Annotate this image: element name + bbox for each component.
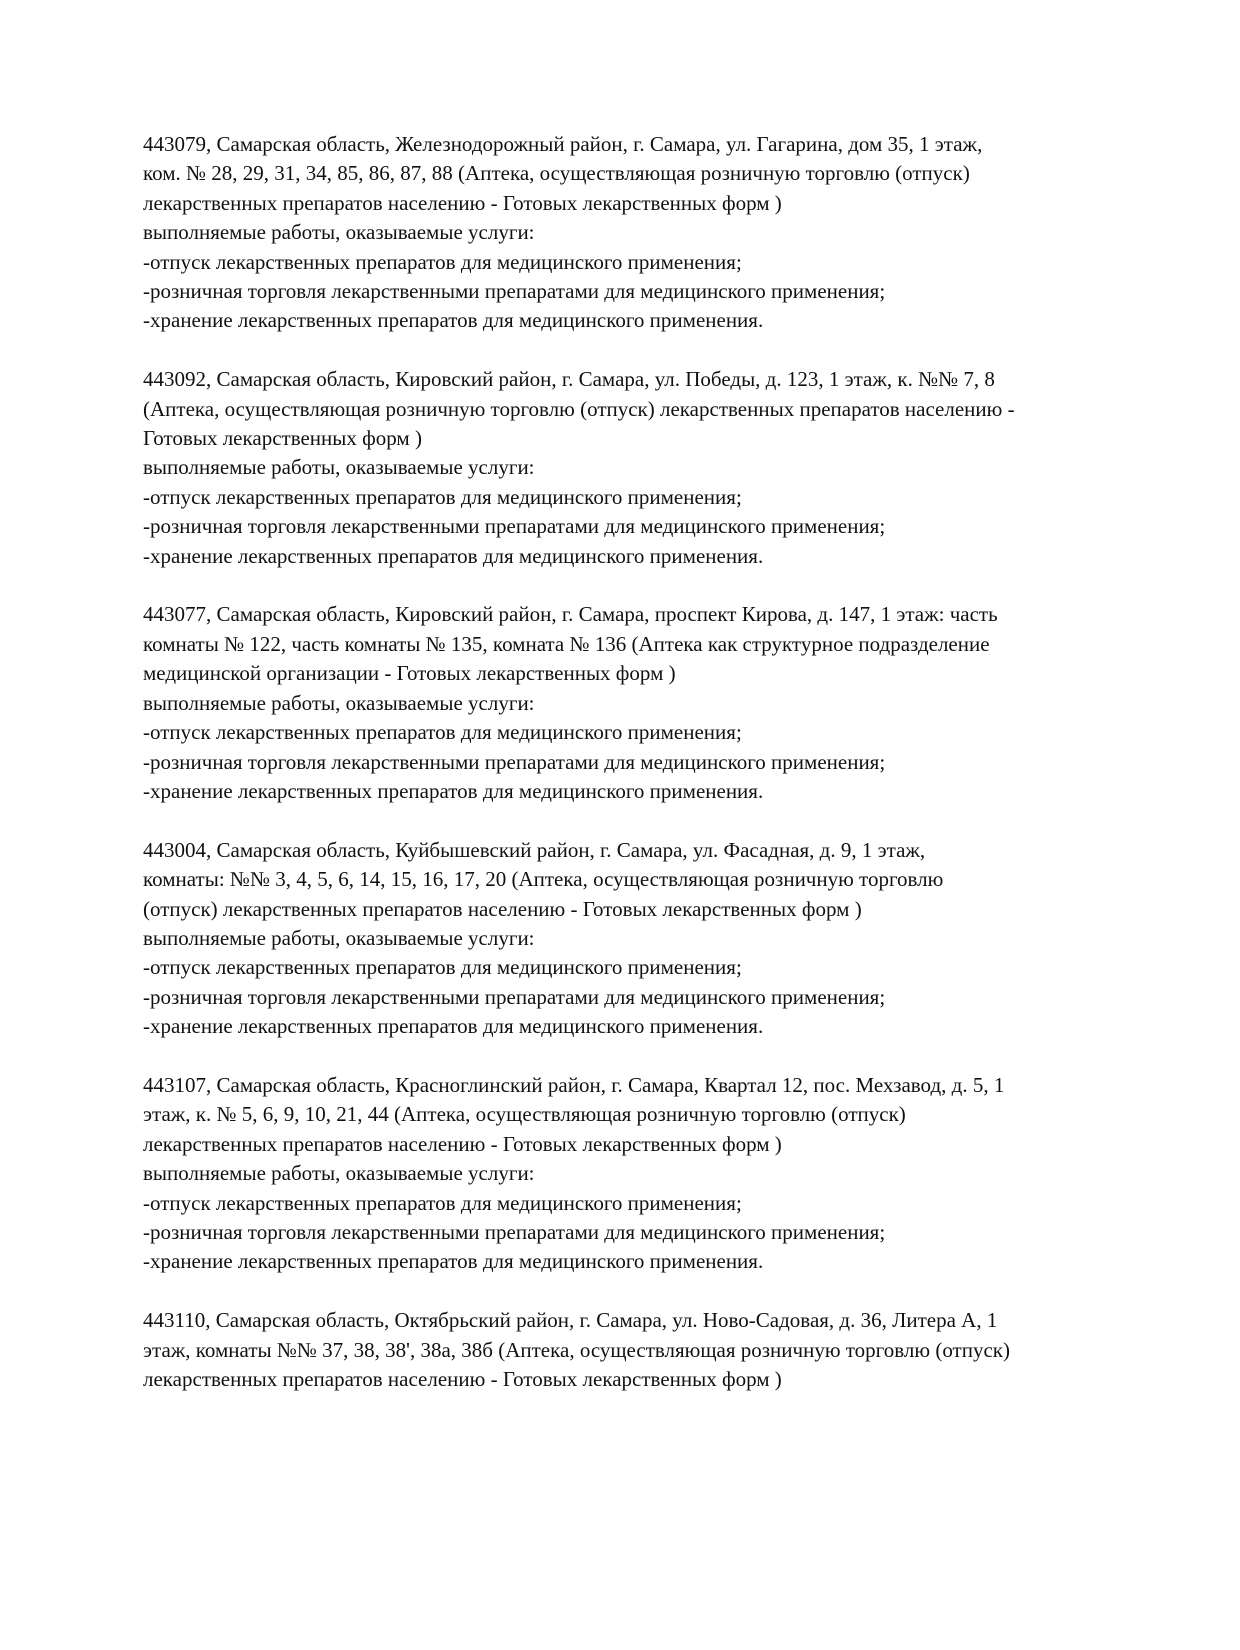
- entry-address-line: лекарственных препаратов населению - Готовых лекарственных форм ): [143, 1366, 782, 1391]
- service-item: -отпуск лекарственных препаратов для медицинского применения;: [143, 955, 742, 980]
- services-heading: выполняемые работы, оказываемые услуги:: [143, 690, 535, 715]
- entry-address-line: этаж, к. № 5, 6, 9, 10, 21, 44 (Аптека, осуществляющая розничную торговлю (отпуск): [143, 1102, 906, 1127]
- pharmacy-entry-6: [143, 1306, 1163, 1394]
- entry-address-line: (отпуск) лекарственных препаратов населению - Готовых лекарственных форм ): [143, 896, 862, 921]
- service-item: -хранение лекарственных препаратов для медицинского применения.: [143, 543, 764, 568]
- service-item: -розничная торговля лекарственными препаратами для медицинского применения;: [143, 984, 886, 1009]
- entry-address-line: комнаты: №№ 3, 4, 5, 6, 14, 15, 16, 17, 20 (Аптека, осуществляющая розничную торговлю: [143, 867, 944, 892]
- entry-address-line: (Аптека, осуществляющая розничную торговлю (отпуск) лекарственных препаратов населению -: [143, 396, 1015, 421]
- service-item: -хранение лекарственных препаратов для медицинского применения.: [143, 1249, 764, 1274]
- service-item: -хранение лекарственных препаратов для медицинского применения.: [143, 1014, 764, 1039]
- entry-address-line: комнаты № 122, часть комнаты № 135, комната № 136 (Аптека как структурное подразделение: [143, 631, 990, 656]
- service-item: -хранение лекарственных препаратов для медицинского применения.: [143, 308, 764, 333]
- entry-address-line: 443079, Самарская область, Железнодорожный район, г. Самара, ул. Гагарина, дом 35, 1 этаж,: [143, 132, 983, 156]
- service-item: -розничная торговля лекарственными препаратами для медицинского применения;: [143, 279, 886, 304]
- service-item: -розничная торговля лекарственными препаратами для медицинского применения;: [143, 1219, 886, 1244]
- services-heading: выполняемые работы, оказываемые услуги:: [143, 455, 535, 480]
- pharmacy-entry-5: [143, 1071, 1163, 1277]
- entry-address-line: 443077, Самарская область, Кировский район, г. Самара, проспект Кирова, д. 147, 1 этаж: часть: [143, 602, 998, 627]
- entry-address-line: ком. № 28, 29, 31, 34, 85, 86, 87, 88 (Аптека, осуществляющая розничную торговлю (отпуск): [143, 161, 970, 186]
- service-item: -розничная торговля лекарственными препаратами для медицинского применения;: [143, 749, 886, 774]
- services-heading: выполняемые работы, оказываемые услуги:: [143, 1161, 535, 1186]
- entry-address-line: 443110, Самарская область, Октябрьский район, г. Самара, ул. Ново-Садовая, д. 36, Литера А, 1: [143, 1308, 998, 1333]
- service-item: -розничная торговля лекарственными препаратами для медицинского применения;: [143, 514, 886, 539]
- service-item: -отпуск лекарственных препаратов для медицинского применения;: [143, 484, 742, 509]
- entry-address-line: 443107, Самарская область, Красноглинский район, г. Самара, Квартал 12, пос. Мехзавод, д. 5, 1: [143, 1072, 1005, 1097]
- service-item: -отпуск лекарственных препаратов для медицинского применения;: [143, 1190, 742, 1215]
- pharmacy-entry-3: [143, 600, 1163, 806]
- entry-address-line: 443092, Самарская область, Кировский район, г. Самара, ул. Победы, д. 123, 1 этаж, к. №№ 7, 8: [143, 367, 995, 392]
- entry-address-line: медицинской организации - Готовых лекарственных форм ): [143, 661, 676, 686]
- entry-address-line: этаж, комнаты №№ 37, 38, 38', 38а, 38б (Аптека, осуществляющая розничную торговлю (отпуск): [143, 1337, 1010, 1362]
- entry-address-line: Готовых лекарственных форм ): [143, 426, 422, 451]
- entry-address-line: лекарственных препаратов населению - Готовых лекарственных форм ): [143, 1131, 782, 1156]
- service-item: -хранение лекарственных препаратов для медицинского применения.: [143, 778, 764, 803]
- services-heading: выполняемые работы, оказываемые услуги:: [143, 220, 535, 245]
- document-page: [143, 130, 1163, 1424]
- pharmacy-entry-1: [143, 130, 1163, 336]
- entry-address-line: 443004, Самарская область, Куйбышевский район, г. Самара, ул. Фасадная, д. 9, 1 этаж,: [143, 837, 926, 862]
- pharmacy-entry-2: [143, 365, 1163, 571]
- service-item: -отпуск лекарственных препаратов для медицинского применения;: [143, 249, 742, 274]
- entry-address-line: лекарственных препаратов населению - Готовых лекарственных форм ): [143, 190, 782, 215]
- pharmacy-entry-4: [143, 836, 1163, 1042]
- services-heading: выполняемые работы, оказываемые услуги:: [143, 925, 535, 950]
- service-item: -отпуск лекарственных препаратов для медицинского применения;: [143, 720, 742, 745]
